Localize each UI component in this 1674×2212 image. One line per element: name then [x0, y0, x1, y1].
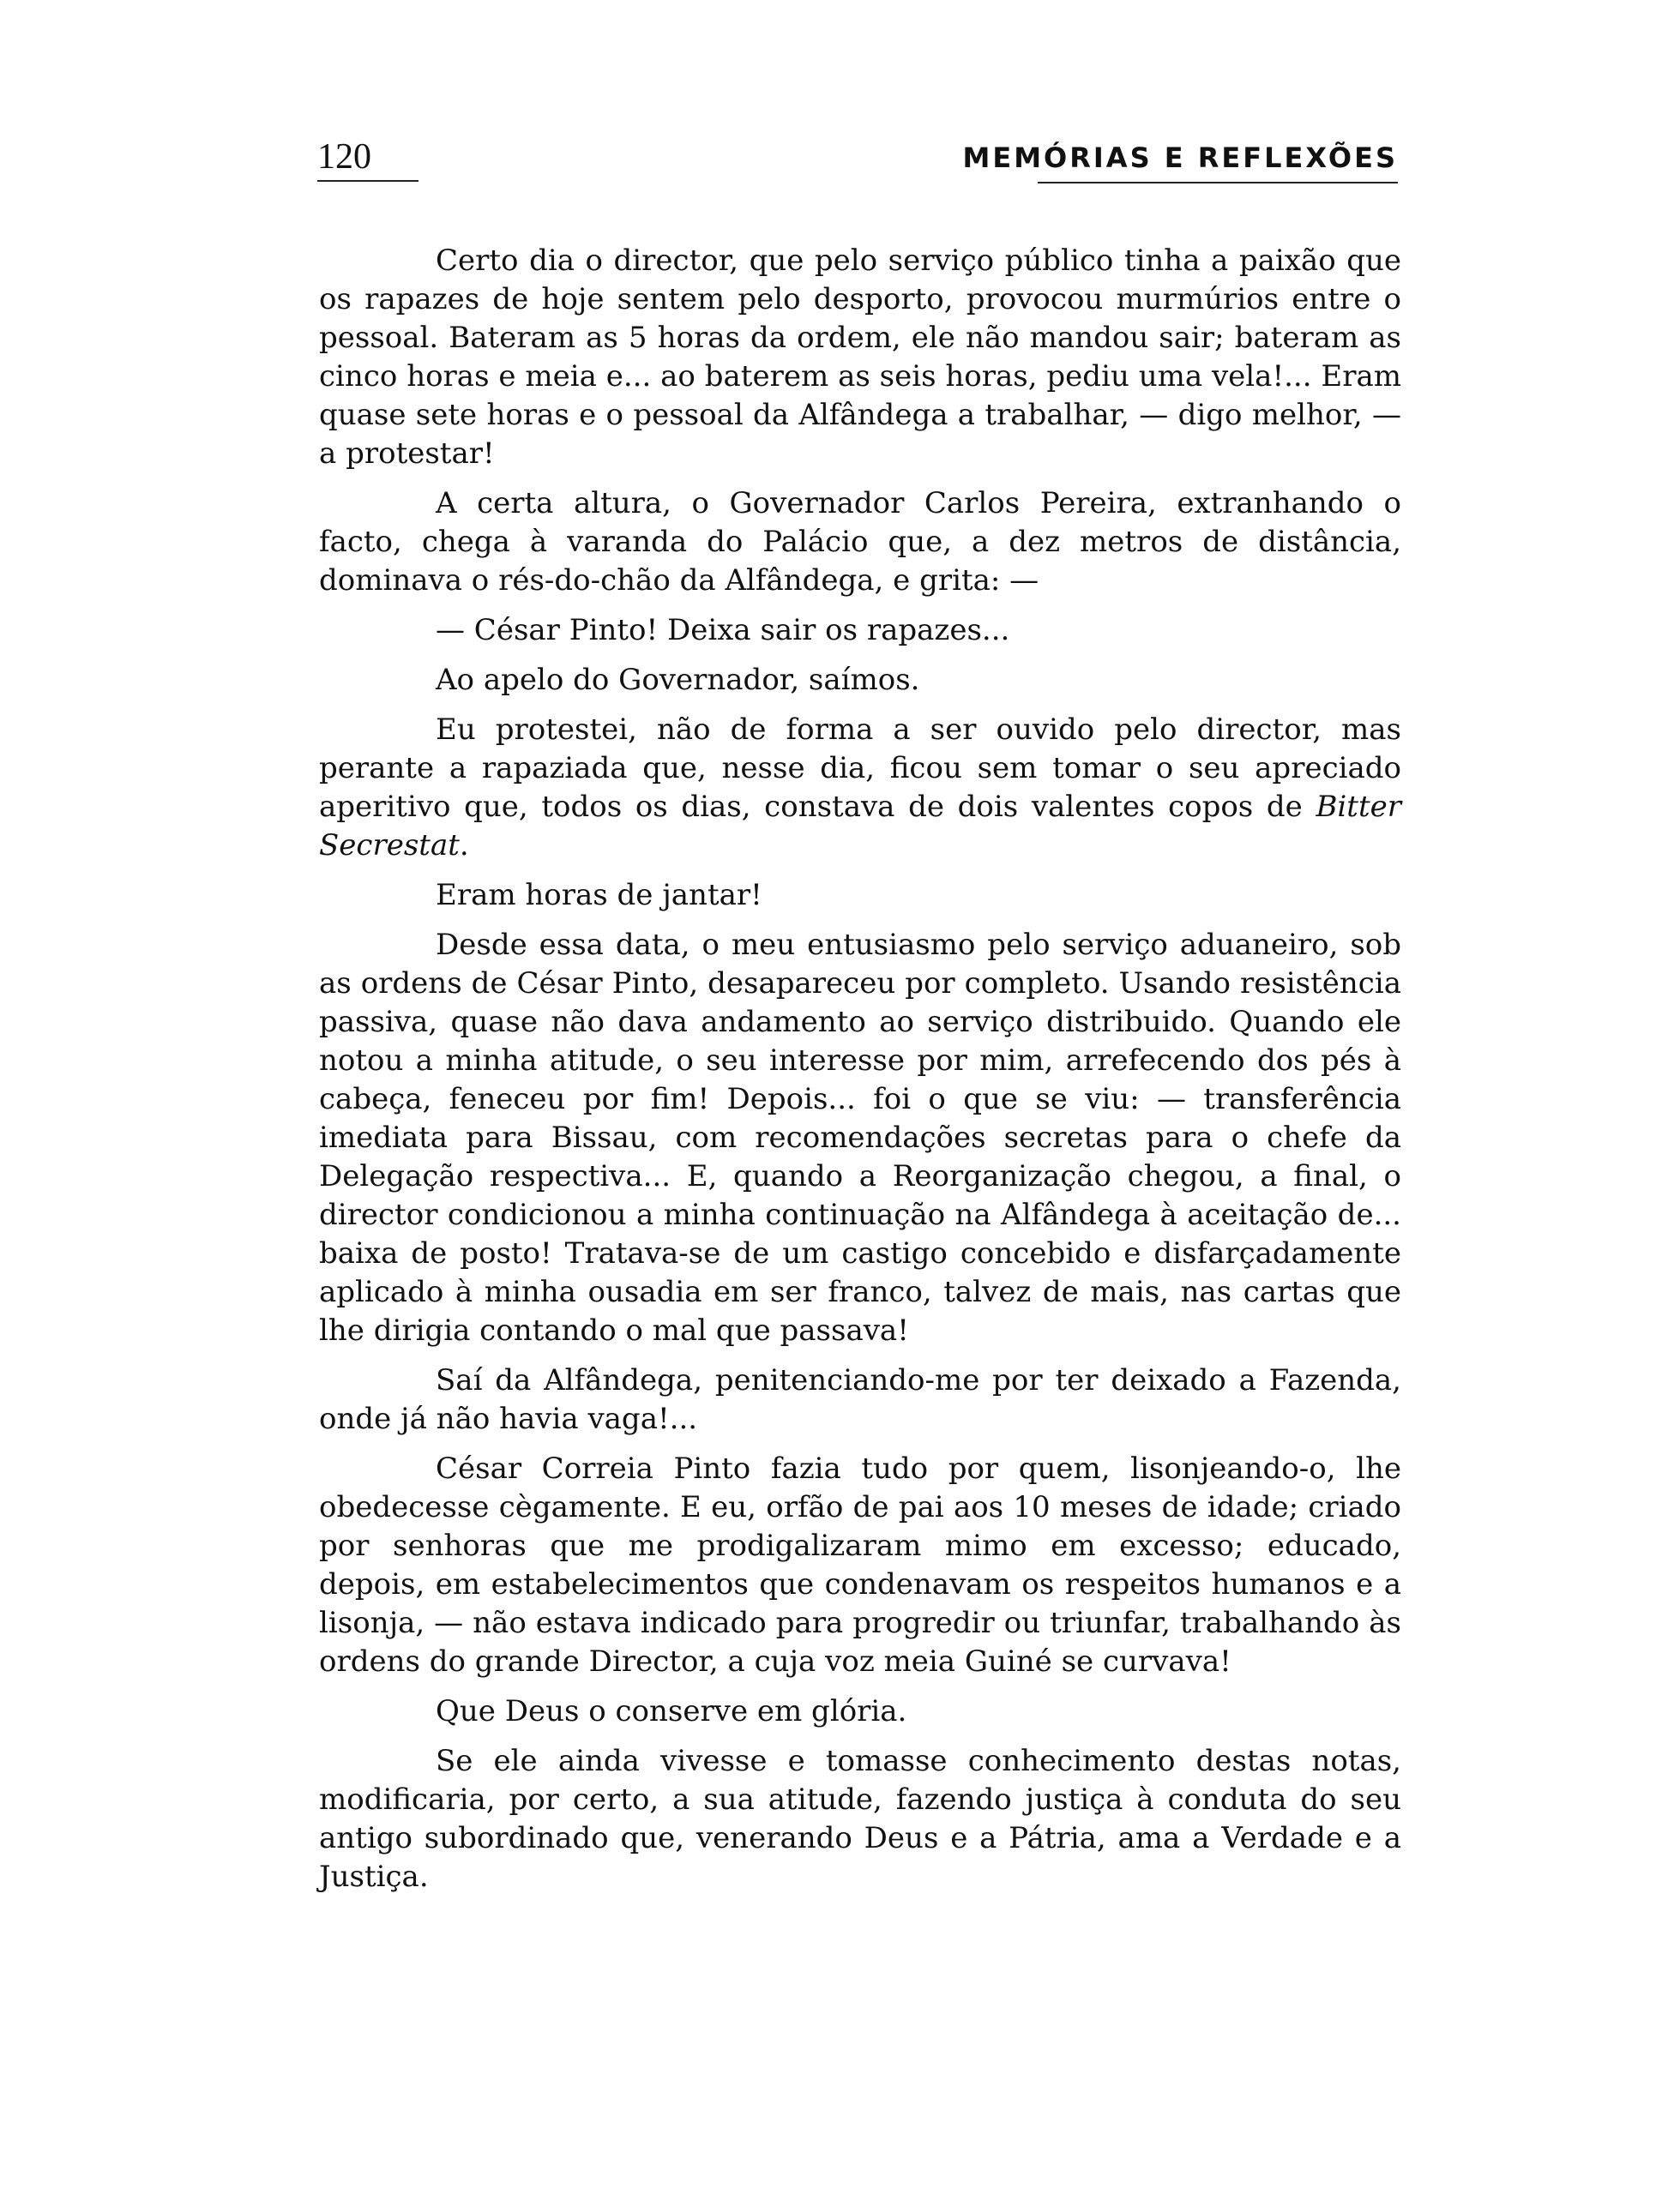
running-title: MEMÓRIAS E REFLEXÕES [962, 141, 1398, 174]
page-number: 120 [317, 137, 371, 177]
page-header [317, 135, 1398, 187]
paragraph: Se ele ainda vivesse e tomasse conhecimento destas notas, modificaria, por certo, a sua atitude, fazendo justiça à conduta do seu antigo subordinado que, venerando Deus e a Pátria, ama a Verdade e a Justiça. [319, 1744, 1401, 1894]
page-number-rule [317, 180, 418, 182]
paragraph: Eram horas de jantar! [436, 878, 762, 912]
paragraph: — César Pinto! Deixa sair os rapazes... [436, 613, 1010, 647]
running-title-rule [1038, 182, 1398, 183]
paragraph: Certo dia o director, que pelo serviço público tinha a paixão que os rapazes de hoje sentem pelo desporto, provocou murmúrios entre o pessoal. Bateram as 5 horas da ordem, ele não mandou sair; bateram as cinco horas e meia e... ao baterem as seis horas, pediu uma vela!... Eram quase sete horas e o pessoal da Alfândega a trabalhar, — digo melhor, — a protestar! [319, 243, 1401, 471]
paragraph: Que Deus o conserve em glória. [436, 1694, 907, 1728]
paragraph: César Correia Pinto fazia tudo por quem, lisonjeando-o, lhe obedecesse cègamente. E eu, orfão de pai aos 10 meses de idade; criado por senhoras que me prodigalizaram mimo em excesso; educado, depois, em estabelecimentos que condenavam os respeitos humanos e a lisonja, — não estava indicado para progredir ou triunfar, trabalhando às ordens do grande Director, a cuja voz meia Guiné se curvava! [319, 1452, 1401, 1679]
paragraph: Ao apelo do Governador, saímos. [436, 663, 920, 697]
paragraph: Saí da Alfândega, penitenciando-me por ter deixado a Fazenda, onde já não havia vaga!... [319, 1363, 1401, 1436]
italic-term: Bitter Secrestat [319, 790, 1401, 863]
body-text [319, 242, 1401, 1896]
paragraph: Eu protestei, não de forma a ser ouvido pelo director, mas perante a rapaziada que, nesse dia, ficou sem tomar o seu apreciado aperitivo que, todos os dias, constava de dois valentes copos de Bitter Secrestat. [319, 712, 1401, 863]
paragraph: Desde essa data, o meu entusiasmo pelo serviço aduaneiro, sob as ordens de César Pinto, desapareceu por completo. Usando resistência passiva, quase não dava andamento ao serviço distribuido. Quando ele notou a minha atitude, o seu interesse por mim, arrefecendo dos pés à cabeça, feneceu por fim! Depois... foi o que se viu: — transferência imediata para Bissau, com recomendações secretas para o chefe da Delegação respectiva... E, quando a Reorganização chegou, a final, o director condicionou a minha continuação na Alfândega à aceitação de... baixa de posto! Tratava-se de um castigo concebido e disfarçadamente aplicado à minha ousadia em ser franco, talvez de mais, nas cartas que lhe dirigia contando o mal que passava! [319, 928, 1401, 1348]
paragraph: A certa altura, o Governador Carlos Pereira, extranhando o facto, chega à varanda do Palácio que, a dez metros de distância, dominava o rés-do-chão da Alfândega, e grita: — [319, 486, 1401, 598]
